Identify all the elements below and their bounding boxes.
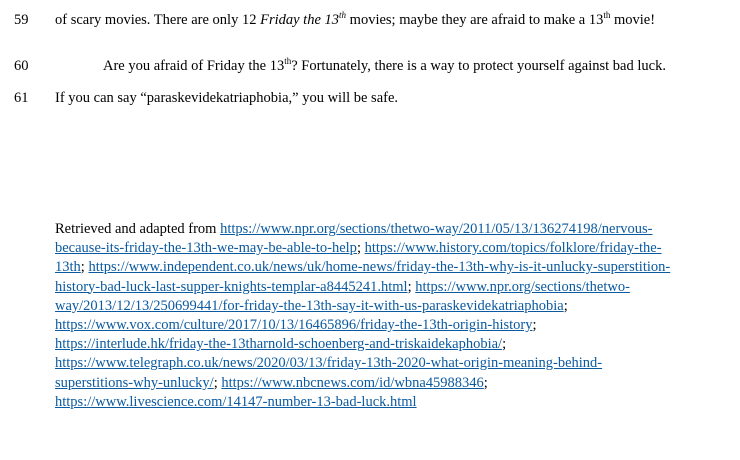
reference-link-independent[interactable]: history-bad-luck-last-supper-knights-templar-a8445241.html bbox=[55, 278, 408, 295]
reference-link-npr-2011[interactable]: because-its-friday-the-13th-we-may-be-able-to-help bbox=[55, 240, 357, 257]
reference-link-npr-2013[interactable]: way/2013/12/13/250699441/for-friday-the-13th-say-it-with-us-paraskevidekatriaphobia bbox=[55, 297, 564, 314]
reference-link-livescience[interactable]: https://www.livescience.com/14147-number-13-bad-luck.html bbox=[55, 393, 417, 410]
reference-line bbox=[55, 354, 735, 373]
reference-link-independent[interactable]: https://www.independent.co.uk/news/uk/home-news/friday-the-13th-why-is-it-unlucky-superstition- bbox=[88, 259, 671, 276]
reference-link-telegraph[interactable]: https://www.telegraph.co.uk/news/2020/03/13/friday-13th-2020-what-origin-meaning-behind- bbox=[55, 355, 603, 372]
reference-link-vox[interactable]: https://www.vox.com/culture/2017/10/13/16465896/friday-the-13th-origin-history bbox=[55, 317, 533, 334]
text-run: movie! bbox=[610, 12, 656, 28]
reference-line: way/2013/12/13/250699441/for-friday-the-13th-say-it-with-us-paraskevidekatriaphobia; bbox=[55, 297, 568, 314]
line-number: 60 bbox=[14, 58, 29, 74]
text-run: ? Fortunately, there is a way to protect yourself against bad luck. bbox=[291, 58, 666, 74]
superscript: th bbox=[603, 10, 611, 20]
text-run: Are you afraid of Friday the 13 bbox=[103, 58, 285, 74]
reference-line: https://interlude.hk/friday-the-13tharnold-schoenberg-and-triskaidekaphobia/; bbox=[55, 336, 507, 353]
reference-line: because-its-friday-the-13th-we-may-be-able-to-help; https://www.history.com/topics/folklore/friday-the- bbox=[55, 240, 662, 257]
reference-link-history[interactable]: 13th bbox=[55, 259, 81, 276]
reference-line: superstitions-why-unlucky/; https://www.nbcnews.com/id/wbna45988346; bbox=[55, 374, 488, 391]
reference-line: 13th; https://www.independent.co.uk/news/uk/home-news/friday-the-13th-why-is-it-unlucky-superstition- bbox=[55, 259, 671, 276]
reference-line bbox=[55, 393, 735, 412]
reference-line bbox=[55, 220, 735, 239]
reference-link-nbcnews[interactable]: https://www.nbcnews.com/id/wbna45988346 bbox=[221, 374, 484, 391]
superscript: th bbox=[284, 56, 292, 66]
text-line-59 bbox=[55, 10, 655, 30]
reference-line: https://www.vox.com/culture/2017/10/13/16465896/friday-the-13th-origin-history; bbox=[55, 317, 537, 334]
reference-link-npr-2013[interactable]: https://www.npr.org/sections/thetwo- bbox=[415, 278, 630, 295]
references-block bbox=[55, 220, 735, 412]
superscript: th bbox=[339, 10, 347, 20]
reference-link-history[interactable]: https://www.history.com/topics/folklore/friday-the- bbox=[364, 240, 662, 257]
references-intro: Retrieved and adapted from bbox=[55, 221, 221, 237]
movie-title: Friday the 13th bbox=[260, 10, 347, 28]
text-run: of scary movies. There are only 12 bbox=[55, 12, 261, 28]
reference-link-interlude[interactable]: https://interlude.hk/friday-the-13tharnold-schoenberg-and-triskaidekaphobia/ bbox=[55, 336, 503, 353]
reference-line: history-bad-luck-last-supper-knights-templar-a8445241.html; https://www.npr.org/sections/thetwo- bbox=[55, 278, 630, 295]
text-line-60 bbox=[103, 56, 666, 76]
reference-link-npr-2011[interactable]: https://www.npr.org/sections/thetwo-way/2011/05/13/136274198/nervous- bbox=[220, 221, 653, 237]
text-line-61: If you can say “paraskevidekatriaphobia,” you will be safe. bbox=[55, 90, 399, 106]
text-run: movies; maybe they are afraid to make a 13 bbox=[346, 12, 604, 28]
reference-link-telegraph[interactable]: superstitions-why-unlucky/ bbox=[55, 374, 214, 391]
line-number: 59 bbox=[14, 12, 29, 28]
line-number: 61 bbox=[14, 90, 29, 106]
